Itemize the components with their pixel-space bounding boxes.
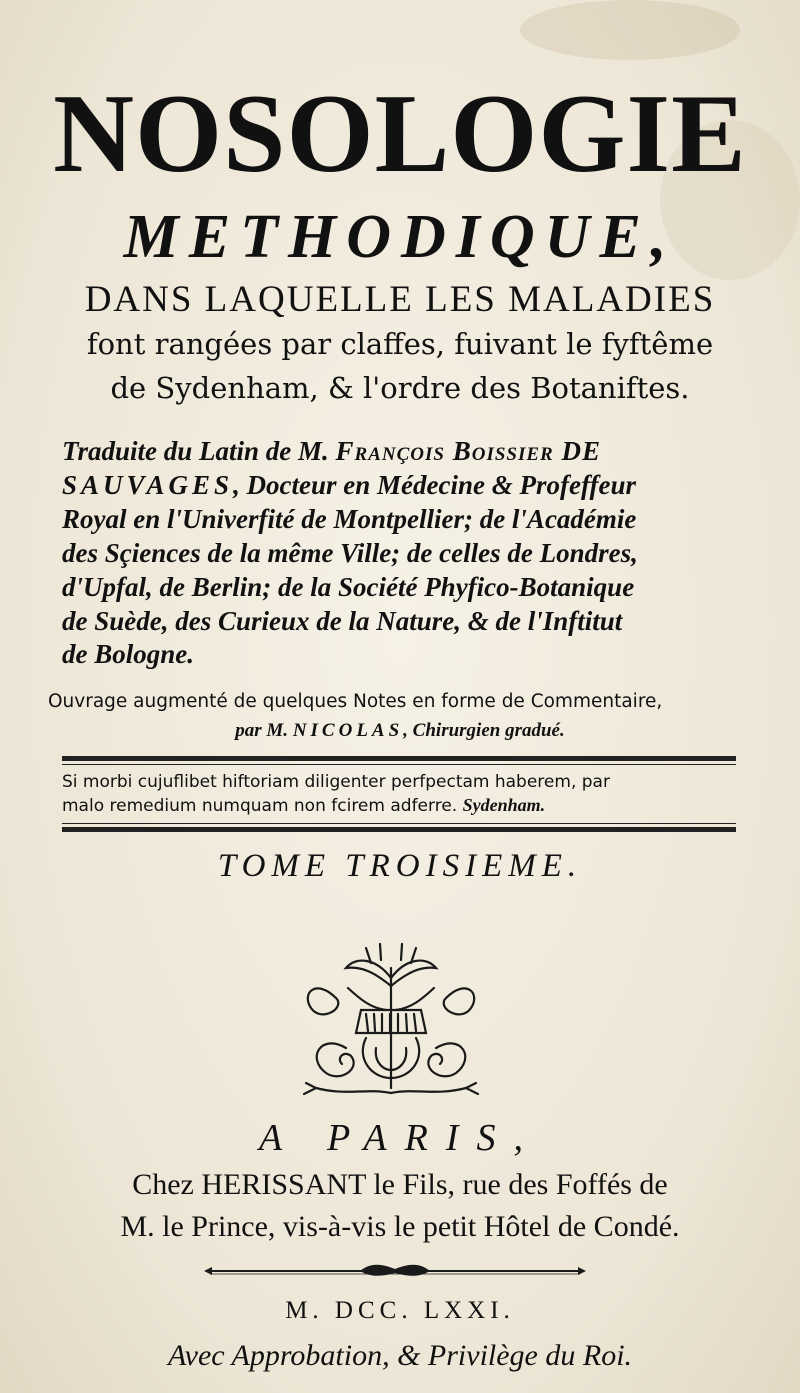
volume-label: TOME TROISIEME. (217, 848, 583, 884)
imprint-line-2: M. le Prince, vis-à-vis le petit Hôtel de Condé. (120, 1210, 680, 1243)
translator-line-2: SAUVAGES, Docteur en Médecine & Profeffeur (62, 470, 636, 500)
translator-line-3: Royal en l'Univerfité de Montpellier; de l'Académie (62, 504, 637, 534)
privilege-line: Avec Approbation, & Privilège du Roi. (167, 1339, 633, 1372)
book-title: NOSOLOGIE (53, 72, 747, 196)
commentary-line: Ouvrage augmenté de quelques Notes en forme de Commentaire, (48, 691, 663, 712)
epigraph-line-1: Si morbi cujuflibet hiftoriam diligenter perfpectam haberem, par (62, 772, 610, 792)
description-line-2: font rangées par claffes, fuivant le fyftême (86, 327, 714, 361)
epigraph-author: Sydenham. (462, 795, 546, 815)
paper-stain (520, 0, 740, 60)
translator-line-7: de Bologne. (62, 639, 194, 669)
description-line-1: DANS LAQUELLE LES MALADIES (84, 279, 716, 320)
bottom-rule-thick (62, 827, 736, 832)
translator-line-6: de Suède, des Curieux de la Nature, & de l'Inftitut (62, 606, 623, 636)
decorative-rule-icon (200, 1263, 590, 1279)
imprint-city: A PARIS, (259, 1117, 541, 1159)
description-line-3: de Sydenham, & l'ordre des Botaniftes. (110, 371, 690, 405)
author-name: François Boissier (335, 436, 554, 466)
printers-ornament-icon (276, 938, 506, 1108)
bottom-rule-thin (62, 823, 736, 824)
book-subtitle: METHODIQUE, (123, 203, 677, 271)
commentator-line: par M. NICOLAS, Chirurgien gradué. (235, 720, 565, 741)
epigraph-line-2: malo remedium numquam non fcirem adferre. Sydenham. (62, 795, 546, 816)
translator-line-1: Traduite du Latin de M. François Boissier DE (62, 436, 601, 466)
imprint-line-1: Chez HERISSANT le Fils, rue des Foffés de (132, 1168, 668, 1201)
translator-line-4: des Sçiences de la même Ville; de celles de Londres, (62, 538, 638, 568)
commentator-name: NICOLAS (292, 720, 404, 741)
top-rule-thin (62, 764, 736, 765)
translator-line-5: d'Upfal, de Berlin; de la Société Phyfico-Botanique (62, 572, 635, 602)
author-surname: SAUVAGES (62, 470, 234, 500)
ornament-graphic (276, 938, 506, 1108)
publication-date: M. DCC. LXXI. (285, 1297, 515, 1324)
top-rule-thick (62, 756, 736, 761)
